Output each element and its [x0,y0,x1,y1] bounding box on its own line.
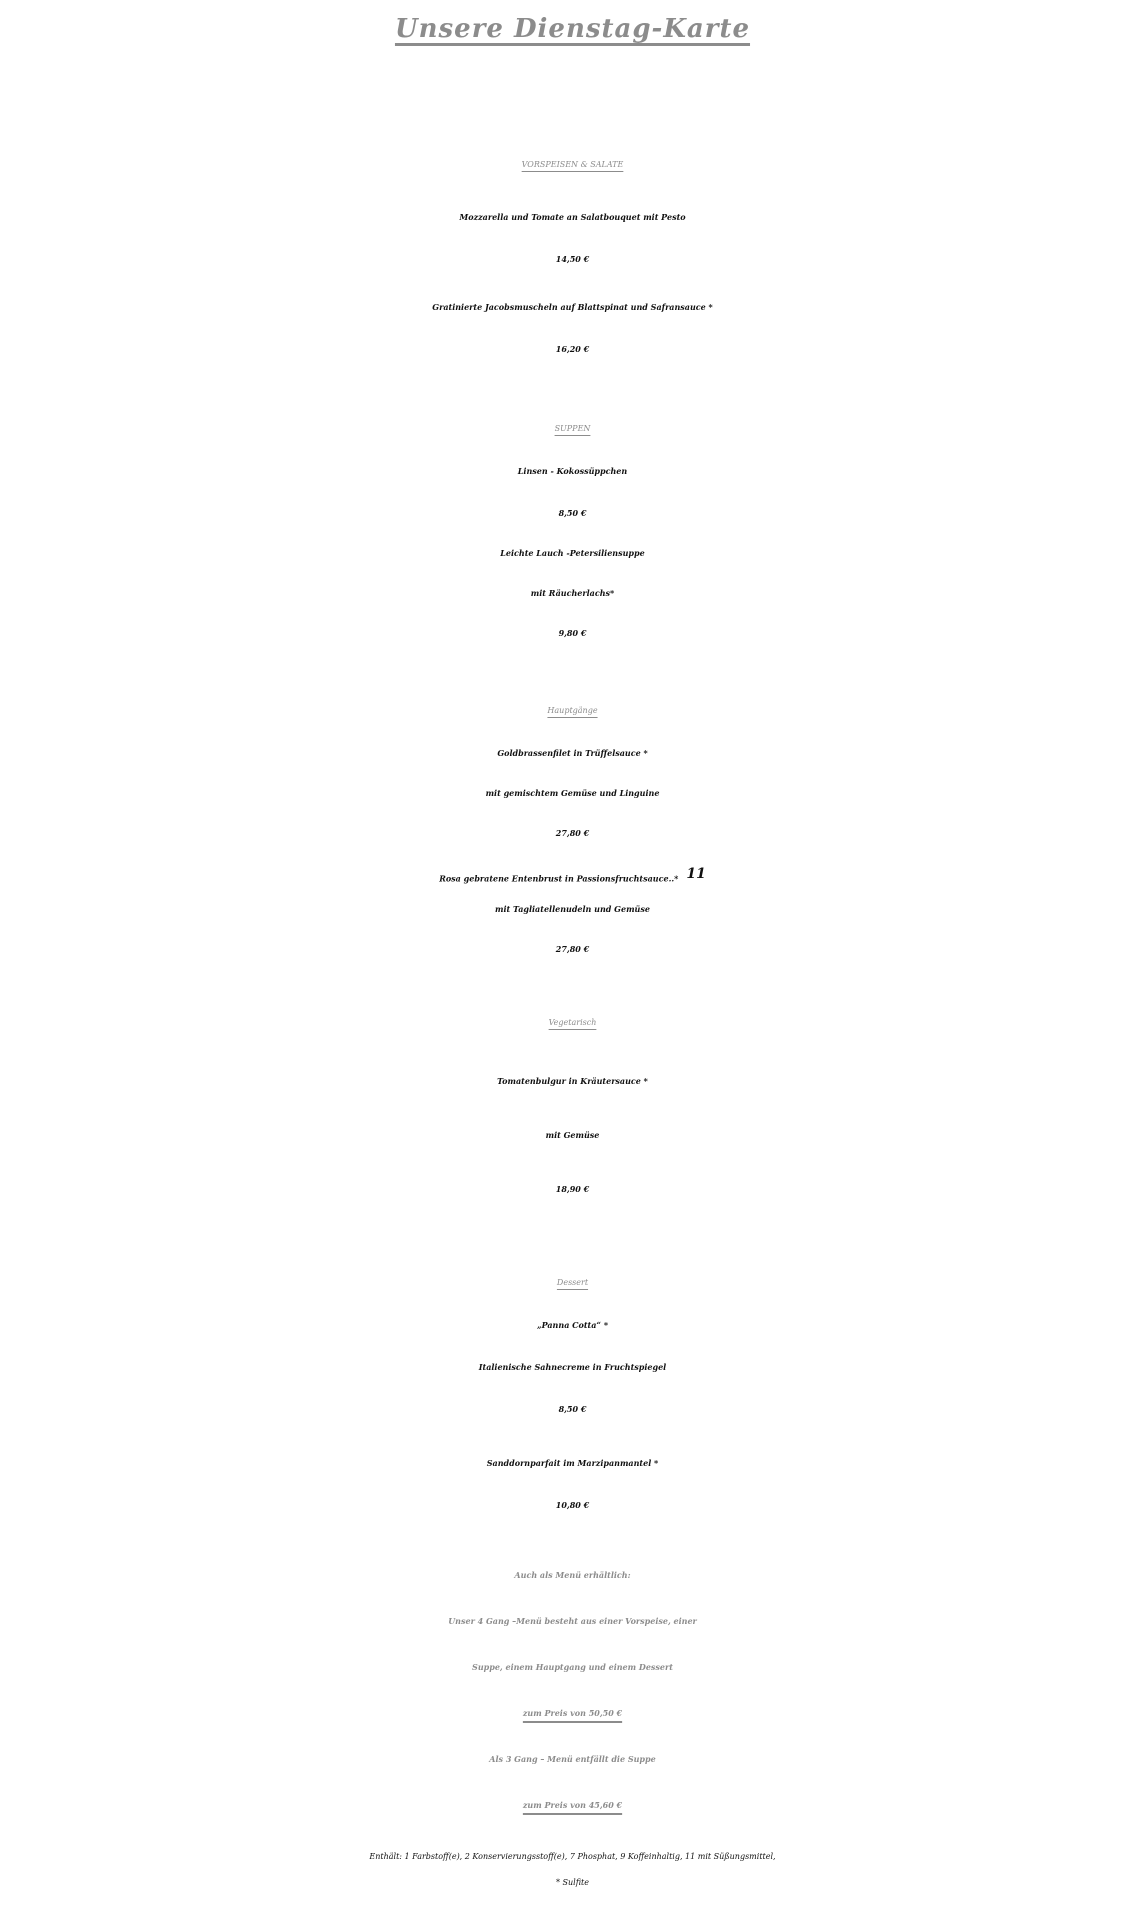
menu-offer-price-4-gang: zum Preis von 50,50 € [522,1708,623,1718]
dish-price: 8,50 € [558,1404,587,1414]
dish-name: Gratinierte Jacobsmuscheln auf Blattspinat und Safransauce * [432,302,713,312]
dish-description: mit Gemüse [545,1130,600,1140]
section-heading-vegetarisch: Vegetarisch [548,1018,597,1027]
menu-offer-text: Suppe, einem Hauptgang und einem Dessert [472,1662,673,1672]
dish-name: Linsen - Kokossüppchen [517,466,628,476]
section-heading-dessert: Dessert [556,1278,589,1287]
dish-price: 14,50 € [555,254,590,264]
allergen-footnote: Enthält: 1 Farbstoff(e), 2 Konservierungsstoff(e), 7 Phosphat, 9 Koffeinhaltig, 11 mit Süßungsmittel, [369,1852,776,1861]
dish-name-row [0,866,1145,884]
allergen-note: 11 [686,866,706,882]
menu-offer-text: Als 3 Gang – Menü entfällt die Suppe [489,1754,656,1764]
dish-description: Italienische Sahnecreme in Fruchtspiegel [478,1362,667,1372]
dish-name: „Panna Cotta“ * [536,1320,609,1330]
section-heading-hauptgaenge: Hauptgänge [547,706,598,715]
allergen-footnote: * Sulfite [555,1878,590,1887]
menu-offer-heading: Auch als Menü erhältlich: [514,1570,631,1580]
section-heading-vorspeisen: VORSPEISEN & SALATE [521,160,624,169]
dish-price: 10,80 € [555,1500,590,1510]
dish-name: Tomatenbulgur in Kräutersauce * [497,1076,648,1086]
dish-price: 18,90 € [555,1184,590,1194]
dish-price: 8,50 € [558,508,587,518]
dish-name: Sanddornparfait im Marzipanmantel * [486,1458,659,1468]
dish-description: mit gemischtem Gemüse und Linguine [485,788,660,798]
dish-name: Leichte Lauch -Petersiliensuppe [500,548,645,558]
dish-description: mit Räucherlachs* [530,588,615,598]
dish-description: mit Tagliatellenudeln und Gemüse [495,904,650,914]
dish-price: 9,80 € [558,628,587,638]
dish-name: Mozzarella und Tomate an Salatbouquet mit Pesto [459,212,686,222]
dish-price: 16,20 € [555,344,590,354]
menu-offer-text: Unser 4 Gang –Menü besteht aus einer Vorspeise, einer [448,1616,697,1626]
menu-offer-price-3-gang: zum Preis von 45,60 € [522,1800,623,1810]
dish-price: 27,80 € [555,828,590,838]
dish-name: Rosa gebratene Entenbrust in Passionsfruchtsauce..* [439,873,679,884]
section-heading-suppen: SUPPEN [554,424,591,433]
dish-price: 27,80 € [555,944,590,954]
dish-name: Goldbrassenfilet in Trüffelsauce * [497,748,648,758]
page-title: Unsere Dienstag-Karte [394,14,751,44]
